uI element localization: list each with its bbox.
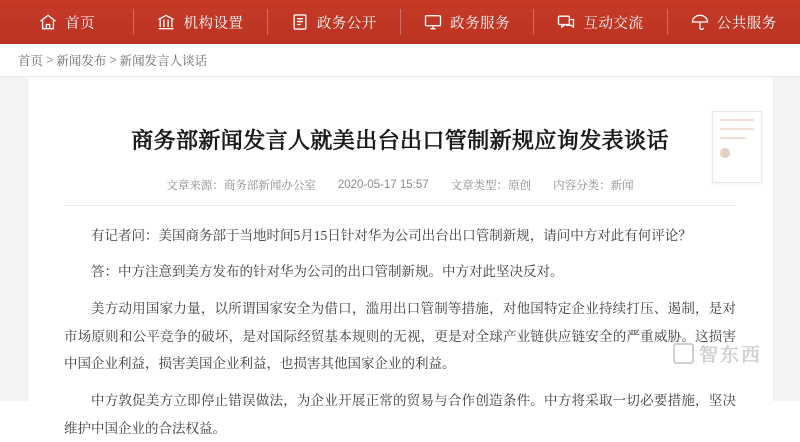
side-card-dot: [720, 148, 730, 158]
meta-category-key: 内容分类：: [553, 179, 611, 192]
meta-category-value: 新闻: [610, 179, 634, 192]
breadcrumb-item-2[interactable]: 新闻发言人谈话: [119, 54, 208, 68]
meta-type: [451, 177, 532, 193]
page-title: 商务部新闻发言人就美出台出口管制新规应询发表谈话: [131, 127, 669, 153]
meta-type-value: 原创: [508, 179, 532, 192]
breadcrumb-item-1[interactable]: 新闻发布: [56, 54, 107, 68]
umbrella-icon: [690, 12, 710, 32]
side-card-line: [720, 119, 754, 121]
nav-item-interaction-label: 互动交流: [583, 15, 644, 32]
meta-type-key: 文章类型：: [450, 179, 509, 192]
article-paragraph: 答：中方注意到美方发布的针对华为公司的出口管制新规。中方对此坚决反对。: [91, 264, 564, 280]
nav-item-public-services-label: 公共服务: [716, 15, 777, 32]
left-gutter: [0, 77, 28, 401]
nav-item-government-services-label: 政务服务: [450, 15, 511, 32]
nav-item-interaction[interactable]: [533, 0, 666, 44]
watermark-text: 智东西: [698, 345, 762, 366]
article-paragraph: 中方敦促美方立即停止错误做法，为企业开展正常的贸易与合作创造条件。中方将采取一切必要措施，坚决维护中国企业的合法权益。: [64, 392, 736, 436]
article-paragraph: 美方动用国家力量，以所谓国家安全为借口，滥用出口管制等措施，对他国特定企业持续打压、遏制，是对市场原则和公平竞争的破坏，是对国际经贸基本规则的无视，更是对全球产业链供应链安全的严重威胁。这损害中国企业利益，损害美国企业利益，也损害其他国家企业的利益。: [64, 300, 736, 372]
home-icon: [38, 12, 58, 32]
meta-source-value: 商务部新闻办公室: [223, 179, 316, 192]
side-card-line: [720, 137, 746, 139]
meta-source: [166, 177, 316, 193]
nav-item-public-services[interactable]: [667, 0, 800, 44]
nav-item-government-disclosure[interactable]: [267, 0, 400, 44]
meta-source-key: 文章来源：: [166, 179, 224, 192]
nav-item-home[interactable]: [0, 0, 133, 44]
breadcrumb: [18, 51, 207, 69]
nav-item-organization[interactable]: [133, 0, 266, 44]
breadcrumb-item-0[interactable]: 首页: [18, 54, 44, 68]
nav-item-government-services[interactable]: [400, 0, 533, 44]
side-card-line: [720, 128, 754, 130]
meta-timestamp-value: 2020-05-17 15:57: [337, 178, 429, 191]
monitor-icon: [423, 12, 443, 32]
chat-icon: [556, 12, 576, 32]
nav-item-organization-label: 机构设置: [183, 15, 244, 32]
breadcrumb-separator-0: >: [46, 53, 54, 67]
article-meta: [64, 177, 736, 206]
article-container: [64, 77, 736, 442]
document-icon: [290, 12, 310, 32]
meta-category: [553, 177, 634, 193]
main-navbar: [0, 0, 800, 44]
breadcrumb-bar: [0, 44, 800, 77]
breadcrumb-separator-1: >: [109, 53, 117, 67]
article-paragraph: 有记者问：美国商务部于当地时间5月15日针对华为公司出台出口管制新规，请问中方对此有何评论？: [91, 227, 692, 243]
side-preview-card[interactable]: [712, 111, 762, 183]
nav-item-government-disclosure-label: 政务公开: [316, 15, 377, 32]
article-page: [0, 77, 800, 436]
right-gutter: [773, 77, 800, 401]
nav-item-home-label: 首页: [65, 15, 96, 32]
article-body: [64, 222, 736, 442]
meta-timestamp: [338, 179, 429, 191]
bank-icon: [156, 12, 176, 32]
